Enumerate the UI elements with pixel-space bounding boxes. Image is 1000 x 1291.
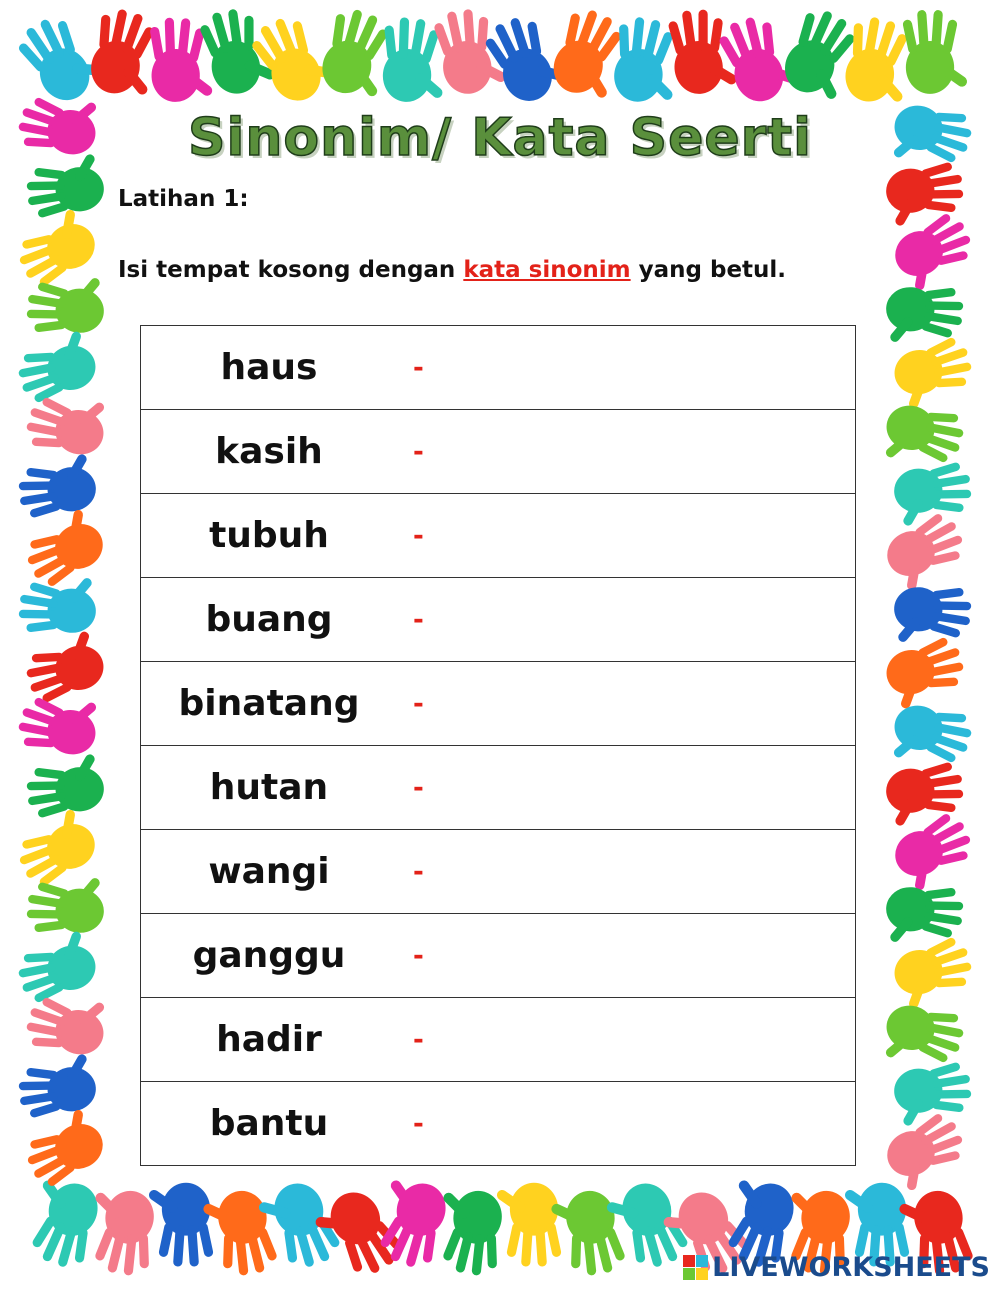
hand-print-icon xyxy=(16,452,98,520)
answer-input[interactable] xyxy=(441,1014,825,1068)
hand-print-icon xyxy=(24,752,106,820)
answer-input[interactable] xyxy=(441,594,825,648)
table-row xyxy=(141,662,855,746)
hand-print-icon xyxy=(11,927,101,1006)
hand-print-icon xyxy=(881,634,971,713)
logo-square-icon xyxy=(683,1255,695,1267)
dash-marker: - xyxy=(413,604,424,635)
table-row xyxy=(141,326,855,410)
hand-print-icon xyxy=(8,804,104,892)
hand-print-icon xyxy=(884,761,966,829)
dash-marker: - xyxy=(413,436,424,467)
hand-print-icon xyxy=(11,327,101,406)
dash-marker: - xyxy=(413,1108,424,1139)
dash-marker: - xyxy=(413,940,424,971)
hand-print-icon xyxy=(16,504,112,592)
dash-marker: - xyxy=(413,688,424,719)
word-label: tubuh xyxy=(209,515,329,556)
exercise-label: Latihan 1: xyxy=(118,186,249,212)
watermark-text: LIVEWORKSHEETS xyxy=(712,1252,990,1283)
answer-input[interactable] xyxy=(441,762,825,816)
hand-print-icon xyxy=(884,161,966,229)
instruction-after: yang betul. xyxy=(630,257,787,283)
dash-marker: - xyxy=(413,772,424,803)
instruction-before: Isi tempat kosong dengan xyxy=(118,257,464,283)
liveworksheets-watermark[interactable] xyxy=(683,1252,990,1283)
word-label: binatang xyxy=(178,683,360,724)
hand-print-icon xyxy=(886,697,976,776)
dash-marker: - xyxy=(413,352,424,383)
hand-print-icon xyxy=(889,934,979,1013)
dash-marker: - xyxy=(413,1024,424,1055)
hand-print-icon xyxy=(147,1183,214,1267)
word-label: buang xyxy=(205,599,333,640)
instruction-text xyxy=(118,257,786,283)
hand-print-icon xyxy=(902,10,969,94)
table-row xyxy=(141,998,855,1082)
dash-marker: - xyxy=(413,856,424,887)
hand-print-icon xyxy=(17,1171,109,1273)
logo-square-icon xyxy=(696,1268,708,1280)
word-label: hadir xyxy=(216,1019,322,1060)
answer-input[interactable] xyxy=(441,846,825,900)
word-label: hutan xyxy=(209,767,329,808)
dash-marker: - xyxy=(413,520,424,551)
hand-print-icon xyxy=(197,3,280,99)
page-title: Sinonim/ Kata Seerti xyxy=(188,108,812,168)
table-row xyxy=(141,494,855,578)
liveworksheets-logo-icon xyxy=(683,1255,708,1280)
table-row xyxy=(141,410,855,494)
answer-input[interactable] xyxy=(441,510,825,564)
hand-print-icon xyxy=(8,204,104,292)
hand-print-icon xyxy=(891,582,973,650)
logo-square-icon xyxy=(683,1268,695,1280)
table-row xyxy=(141,746,855,830)
hand-print-icon xyxy=(878,508,974,596)
table-row xyxy=(141,578,855,662)
logo-square-icon xyxy=(696,1255,708,1267)
answer-input[interactable] xyxy=(441,426,825,480)
answer-input[interactable] xyxy=(441,342,825,396)
hand-print-icon xyxy=(25,271,107,339)
word-label: bantu xyxy=(209,1103,329,1144)
answer-input[interactable] xyxy=(441,1098,825,1152)
answer-input[interactable] xyxy=(441,930,825,984)
word-label: kasih xyxy=(215,431,323,472)
hand-print-icon xyxy=(547,1186,628,1281)
hand-print-icon xyxy=(25,871,107,939)
table-row xyxy=(141,830,855,914)
synonym-table xyxy=(140,325,856,1166)
instruction-highlight: kata sinonim xyxy=(463,257,631,283)
word-label: ganggu xyxy=(192,935,346,976)
hand-print-icon xyxy=(16,1104,112,1192)
answer-input[interactable] xyxy=(441,678,825,732)
hand-print-icon xyxy=(878,1108,974,1196)
hand-print-icon xyxy=(199,1186,280,1281)
table-row xyxy=(141,914,855,998)
word-label: haus xyxy=(220,347,318,388)
hand-print-icon xyxy=(19,627,109,706)
hand-print-icon xyxy=(889,334,979,413)
hand-print-icon xyxy=(495,1183,562,1267)
hand-print-icon xyxy=(16,1052,98,1120)
table-row xyxy=(141,1082,855,1165)
word-label: wangi xyxy=(208,851,330,892)
